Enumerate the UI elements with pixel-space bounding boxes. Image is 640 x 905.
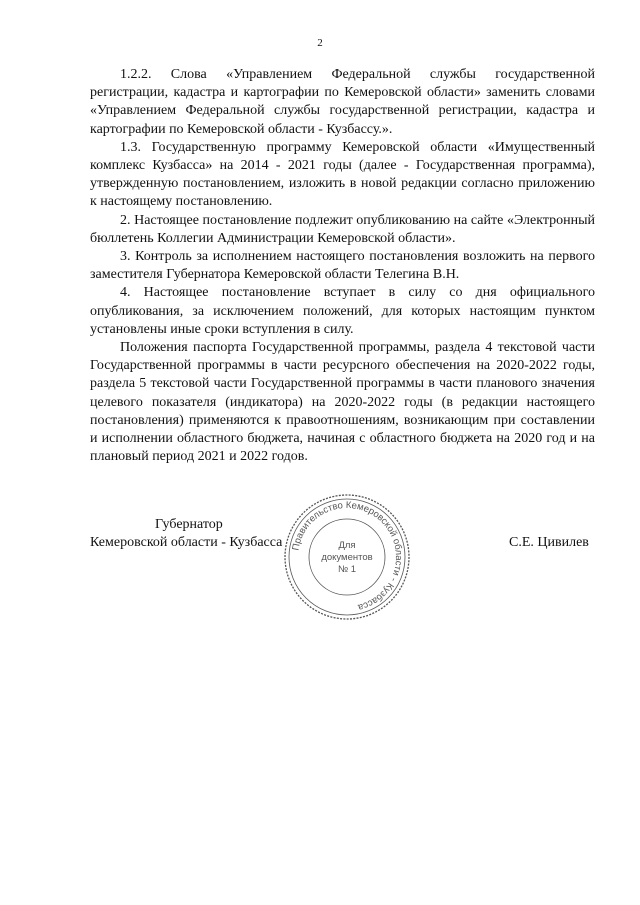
paragraph-provisions: Положения паспорта Государственной программы, раздела 4 текстовой части Государственной программы в части ресурсного обеспечения на 2020-2022 годы, раздела 5 текстовой части Государственной программы в части планового значения целевого показателя (индикатора) на 2020-2022 годы (в редакции настоящего постановления) применяются к правоотношениям, возникающим при составлении и исполнении областного бюджета, начиная с областного бюджета на 2020 год и на плановый период 2021 и 2022 годов.	[90, 340, 595, 465]
page-number: 2	[317, 37, 323, 49]
paragraph-1-2-2: 1.2.2. Слова «Управлением Федеральной службы государственной регистрации, кадастра и картографии по Кемеровской области» заменить словами «Управлением Федеральной службы государственной регистрации, кадастра и картографии по Кемеровской области - Кузбассу.».	[90, 67, 595, 137]
paragraph-4: 4. Настоящее постановление вступает в силу со дня официального опубликования, за исключением положений, для которых настоящим пунктом установлены иные сроки вступления в силу.	[90, 285, 595, 337]
signatory-title: Губернатор	[155, 517, 223, 532]
paragraph-3: 3. Контроль за исполнением настоящего постановления возложить на первого заместителя Губернатора Кемеровской области Телегина В.Н.	[90, 249, 595, 283]
seal-center-line-2: документов	[321, 552, 373, 563]
seal-ring-text: Правительство Кемеровской области - Кузбасса	[290, 499, 405, 613]
official-seal	[282, 492, 412, 622]
paragraph-1-3: 1.3. Государственную программу Кемеровской области «Имущественный комплекс Кузбасса» на 2014 - 2021 годы (далее - Государственная программа), утвержденную постановлением, изложить в новой редакции согласно приложению к настоящему постановлению.	[90, 139, 595, 210]
seal-center-line-3: № 1	[337, 564, 357, 575]
signatory-name: С.Е. Цивилев	[509, 535, 589, 550]
signatory-region: Кемеровской области - Кузбасса	[90, 535, 283, 550]
paragraph-2: 2. Настоящее постановление подлежит опубликованию на сайте «Электронный бюллетень Коллегии Администрации Кемеровской области».	[90, 212, 595, 246]
seal-center-line-1: Для	[338, 540, 356, 551]
document-body	[90, 66, 595, 466]
